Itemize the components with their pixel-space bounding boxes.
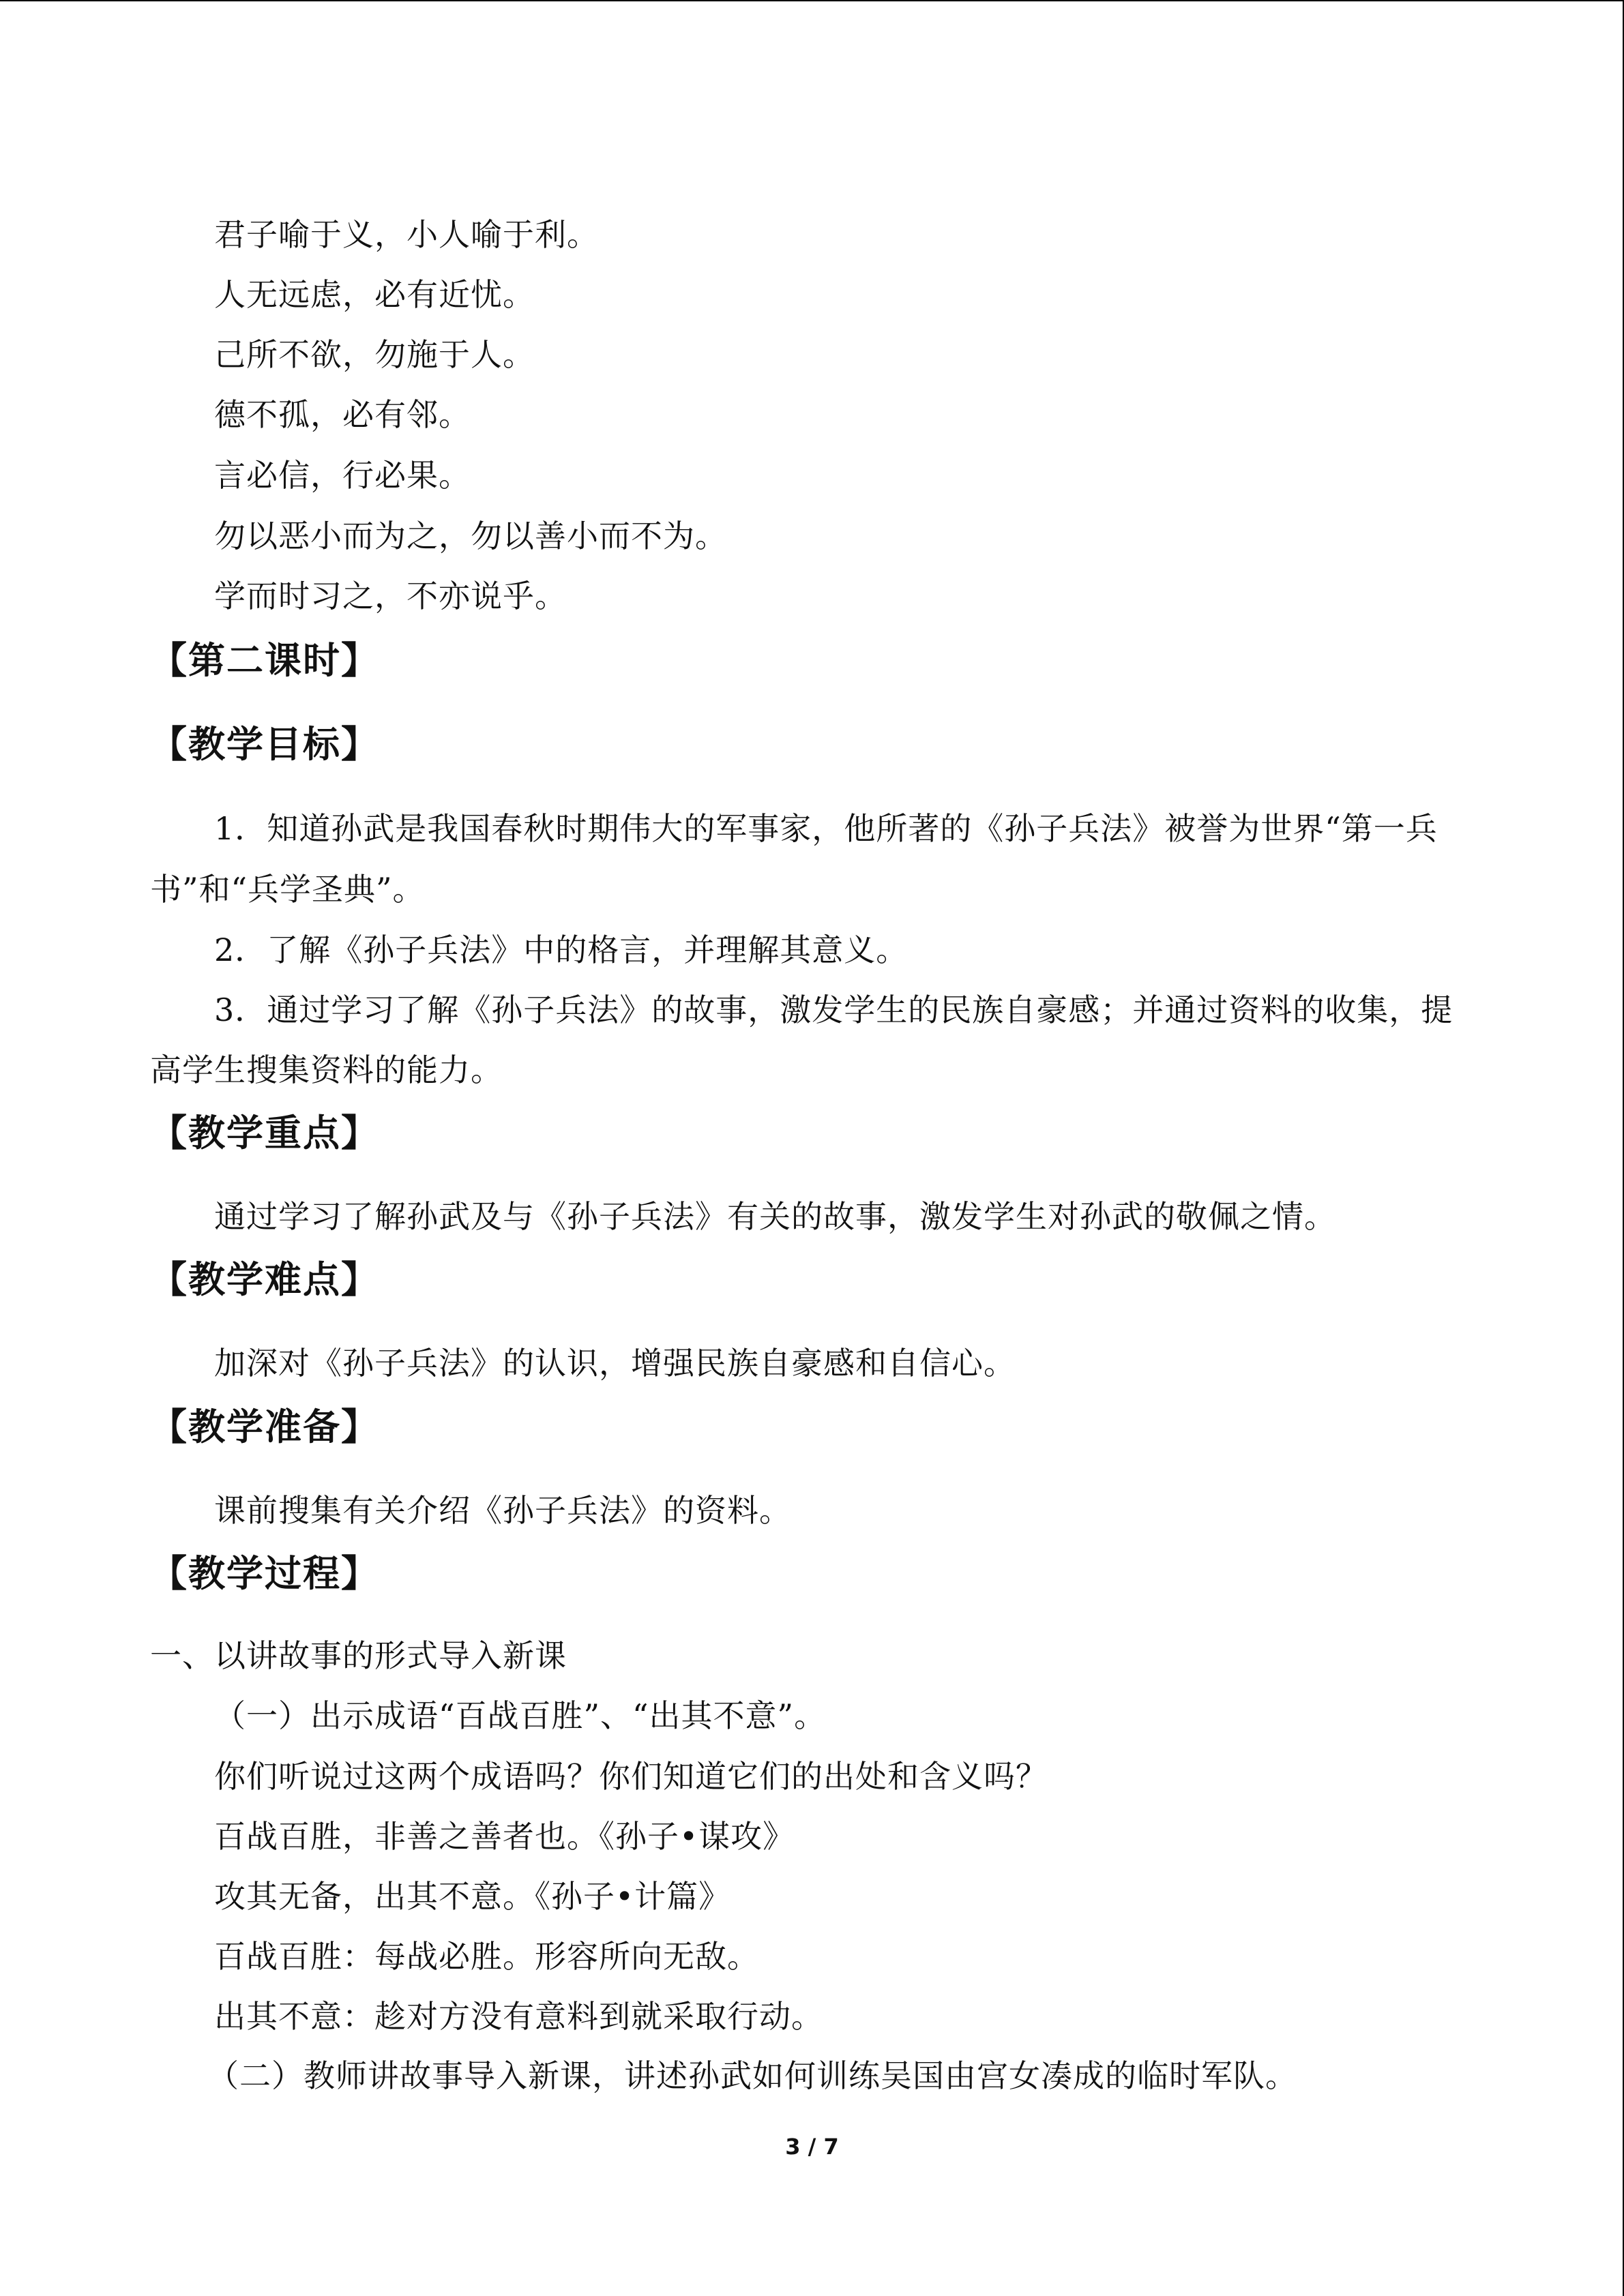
quote-line-6: 勿以恶小而为之，勿以善小而不为。 [214,518,727,554]
process-quote-1: 百战百胜，非善之善者也。《孙子•谋攻》 [214,1818,795,1855]
process-sub-2: （二）教师讲故事导入新课，讲述孙武如何训练吴国由宫女凑成的临时军队。 [207,2057,1297,2094]
quote-line-3: 己所不欲，勿施于人。 [214,336,535,373]
objective-3-line-2: 高学生搜集资料的能力。 [150,1052,503,1088]
heading-process: 【教学过程】 [150,1552,379,1595]
process-question: 你们听说过这两个成语吗？你们知道它们的出处和含义吗？ [214,1758,1048,1795]
process-section-1: 一、以讲故事的形式导入新课 [150,1637,567,1674]
page-number: 3 / 7 [785,2134,839,2160]
objective-2: 2．了解《孙子兵法》中的格言，并理解其意义。 [214,931,909,968]
process-sub-1: （一）出示成语“百战百胜”、“出其不意”。 [214,1697,827,1734]
preparation-text: 课前搜集有关介绍《孙子兵法》的资料。 [214,1492,791,1529]
quote-line-2: 人无远虑，必有近忧。 [214,276,535,313]
difficulties-text: 加深对《孙子兵法》的认识，增强民族自豪感和自信心。 [214,1345,1016,1382]
quote-line-5: 言必信，行必果。 [214,457,471,494]
objective-1-line-2: 书”和“兵学圣典”。 [150,871,425,908]
heading-objectives: 【教学目标】 [150,723,379,766]
quote-line-1: 君子喻于义，小人喻于利。 [214,216,599,253]
heading-second-lesson: 【第二课时】 [150,639,379,682]
heading-key-points: 【教学重点】 [150,1112,379,1154]
heading-preparation: 【教学准备】 [150,1405,379,1448]
heading-difficulties: 【教学难点】 [150,1258,379,1301]
objective-1-line-1: 1．知道孙武是我国春秋时期伟大的军事家，他所著的《孙子兵法》被誉为世界“第一兵 [214,810,1438,847]
process-quote-2: 攻其无备，出其不意。《孙子•计篇》 [214,1878,731,1915]
key-points-text: 通过学习了解孙武及与《孙子兵法》有关的故事，激发学生对孙武的敬佩之情。 [214,1198,1336,1235]
process-definition-1: 百战百胜：每战必胜。形容所向无敌。 [214,1938,759,1975]
process-definition-2: 出其不意：趁对方没有意料到就采取行动。 [214,1998,823,2035]
quote-line-7: 学而时习之，不亦说乎。 [214,578,567,614]
quote-line-4: 德不孤，必有邻。 [214,396,471,433]
objective-3-line-1: 3．通过学习了解《孙子兵法》的故事，激发学生的民族自豪感；并通过资料的收集，提 [214,992,1453,1028]
